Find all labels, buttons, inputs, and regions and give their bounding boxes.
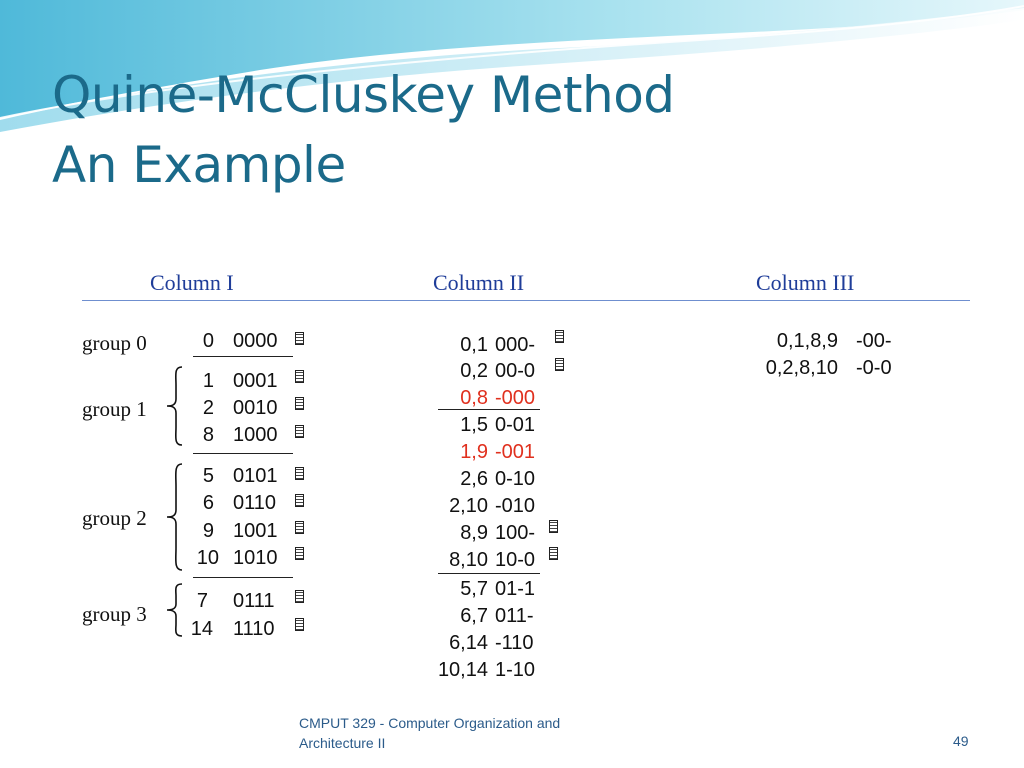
col2-bits: 100-: [495, 522, 536, 544]
col1-bits: 0001: [233, 370, 278, 392]
col2-bits: 10-0: [495, 549, 536, 571]
footer-line1: CMPUT 329 - Computer Organization and: [299, 715, 561, 731]
group-label-3: group 3: [82, 602, 147, 626]
check-icon: [295, 332, 304, 345]
col2-minterms: 0,8: [460, 387, 488, 409]
check-icon: [555, 358, 564, 371]
col1-minterm: 10: [196, 547, 219, 569]
group-label-1: group 1: [82, 397, 147, 421]
col1-minterm: 14: [190, 618, 213, 640]
col2-minterms: 0,1: [460, 334, 488, 356]
footer-course: [299, 713, 560, 753]
col2-minterms: 5,7: [460, 578, 488, 600]
header-rule: [82, 300, 970, 301]
col1-minterm: 2: [202, 397, 214, 419]
col1-bits: 0111: [233, 590, 275, 612]
slide-title-line2: An Example: [52, 136, 346, 194]
col2-bits: -110: [495, 632, 534, 654]
col2-bits: 000-: [495, 334, 536, 356]
col2-minterms: 2,10: [449, 495, 488, 517]
col2-bits: 00-0: [495, 360, 536, 382]
check-icon: [295, 494, 304, 507]
check-icon: [295, 397, 304, 410]
col2-minterms: 6,7: [460, 605, 488, 627]
col2-minterms: 8,9: [460, 522, 488, 544]
col1-bits: 0000: [233, 330, 278, 352]
group-separator: [193, 453, 293, 454]
col1-minterm: 1: [202, 370, 214, 392]
col1-minterm: 6: [202, 492, 214, 514]
check-icon: [555, 330, 564, 343]
check-icon: [549, 520, 558, 533]
col2-bits: 0-01: [495, 414, 536, 436]
check-icon: [295, 425, 304, 438]
col1-bits: 1001: [233, 520, 278, 542]
check-icon: [295, 547, 304, 560]
col2-minterms: 2,6: [460, 468, 488, 490]
col3-bits: -0-0: [856, 357, 892, 379]
col2-minterms: 0,2: [460, 360, 488, 382]
col1-minterm: 5: [202, 465, 214, 487]
col2-bits: -001: [495, 441, 536, 463]
group-3-brace: [164, 582, 186, 638]
group-separator: [438, 573, 540, 574]
check-icon: [549, 547, 558, 560]
col1-bits: 0010: [233, 397, 278, 419]
footer-line2: Architecture II: [299, 735, 386, 751]
col2-minterms: 8,10: [449, 549, 488, 571]
slide-title-line1: Quine-McCluskey Method: [52, 66, 675, 124]
check-icon: [295, 590, 304, 603]
group-separator: [438, 409, 540, 410]
slide-title: [52, 60, 675, 200]
column-2-header: Column II: [433, 270, 525, 295]
group-label-2: group 2: [82, 506, 147, 530]
check-icon: [295, 618, 304, 631]
col1-minterm: 9: [202, 520, 214, 542]
col2-bits: -010: [495, 495, 536, 517]
col2-minterms: 10,14: [437, 659, 488, 681]
group-separator: [193, 356, 293, 357]
col1-bits: 1000: [233, 424, 278, 446]
col1-minterm: 8: [202, 424, 214, 446]
group-label-0: group 0: [82, 331, 147, 355]
check-icon: [295, 467, 304, 480]
check-icon: [295, 370, 304, 383]
column-1-header: Column I: [150, 270, 234, 295]
col1-bits: 0110: [233, 492, 277, 514]
column-3-header: Column III: [756, 270, 855, 295]
col3-bits: -00-: [856, 330, 892, 352]
col2-minterms: 6,14: [449, 632, 488, 654]
col1-minterm: 0: [202, 330, 214, 352]
col1-bits: 1110: [233, 618, 275, 640]
col2-bits: 1-10: [495, 659, 536, 681]
page-number: 49: [953, 733, 969, 749]
col3-minterms: 0,2,8,10: [765, 357, 838, 379]
col2-bits: 011-: [495, 605, 534, 627]
col1-bits: 1010: [233, 547, 278, 569]
col2-minterms: 1,9: [460, 441, 488, 463]
col2-minterms: 1,5: [460, 414, 488, 436]
col2-bits: 01-1: [495, 578, 536, 600]
col1-bits: 0101: [233, 465, 278, 487]
group-2-brace: [164, 462, 186, 572]
col1-minterm: 7: [196, 590, 208, 612]
col2-bits: -000: [495, 387, 536, 409]
group-separator: [193, 577, 293, 578]
group-1-brace: [164, 365, 186, 447]
check-icon: [295, 521, 304, 534]
col3-minterms: 0,1,8,9: [776, 330, 838, 352]
col2-bits: 0-10: [495, 468, 536, 490]
